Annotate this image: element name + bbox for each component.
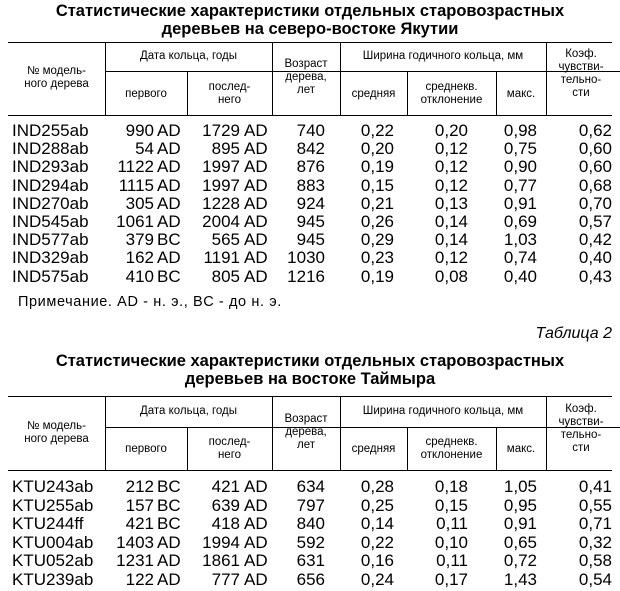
cell-mean: 0,16 (360, 551, 394, 571)
table2-header-last: послед- него (208, 436, 251, 461)
cell-first-era: BC (157, 495, 181, 515)
table2-header-mean: средняя (351, 443, 396, 455)
cell-tree-id: KTU004ab (12, 532, 94, 552)
cell-first-era: AD (157, 139, 181, 159)
cell-tree-id: KTU243ab (12, 477, 94, 496)
table1-header-max: макс. (506, 88, 536, 100)
cell-tree-id: IND270ab (12, 193, 89, 213)
cell-age: 876 (296, 157, 325, 177)
cell-std: 0,11 (436, 514, 468, 534)
cell-std: 0,11 (436, 551, 468, 571)
table-row (0, 140, 620, 158)
cell-std: 0,10 (434, 532, 468, 552)
cell-first-year: 162 (125, 248, 154, 268)
cell-sensitivity: 0,32 (578, 532, 612, 552)
cell-first-year: 421 (125, 514, 154, 534)
table2-header-sensitivity: Коэф. чувстви- тельно- сти (558, 403, 604, 454)
cell-age: 883 (296, 175, 325, 195)
cell-mean: 0,14 (360, 514, 394, 534)
cell-tree-id: IND329ab (12, 248, 89, 268)
cell-sensitivity: 0,68 (578, 175, 612, 195)
cell-sensitivity: 0,60 (578, 157, 612, 177)
cell-sensitivity: 0,70 (578, 193, 612, 213)
cell-mean: 0,26 (360, 212, 394, 231)
cell-age: 945 (296, 212, 325, 231)
table-row (0, 515, 620, 533)
cell-sensitivity: 0,55 (578, 495, 612, 515)
cell-sensitivity: 0,62 (578, 121, 612, 140)
cell-tree-id: KTU052ab (12, 551, 94, 571)
cell-mean: 0,22 (360, 121, 394, 140)
cell-tree-id: KTU239ab (12, 570, 94, 589)
cell-first-era: AD (157, 570, 181, 589)
cell-last-era: AD (244, 121, 268, 140)
cell-std: 0,12 (434, 175, 468, 195)
cell-last-year: 1729 (202, 121, 240, 140)
cell-mean: 0,20 (360, 139, 394, 159)
table2-header-model-tree: № модель- ного дерева (24, 420, 89, 445)
cell-mean: 0,28 (360, 477, 394, 496)
cell-std: 0,08 (434, 266, 468, 286)
cell-tree-id: IND294ab (12, 175, 89, 195)
cell-std: 0,12 (434, 139, 468, 159)
cell-last-era: AD (244, 157, 268, 177)
cell-max: 0,69 (503, 212, 537, 231)
table-row (0, 213, 620, 231)
cell-std: 0,17 (434, 570, 468, 589)
cell-mean: 0,23 (360, 248, 394, 268)
cell-sensitivity: 0,41 (578, 477, 612, 496)
cell-sensitivity: 0,58 (578, 551, 612, 571)
cell-first-year: 157 (125, 495, 154, 515)
table2-header-ring-width: Ширина годичного кольца, мм (362, 405, 524, 417)
cell-first-year: 1115 (118, 175, 154, 195)
cell-first-era: AD (157, 121, 181, 140)
table-row (0, 158, 620, 176)
table2-header-ring-dates: Дата кольца, годы (139, 405, 238, 417)
cell-last-year: 1861 (202, 551, 240, 571)
cell-std: 0,14 (434, 230, 468, 250)
cell-std: 0,12 (434, 157, 468, 177)
cell-first-era: AD (157, 551, 181, 571)
cell-sensitivity: 0,42 (578, 230, 612, 250)
cell-tree-id: IND545ab (12, 212, 89, 231)
cell-age: 924 (296, 193, 325, 213)
cell-last-era: AD (244, 212, 268, 231)
cell-max: 0,95 (503, 495, 537, 515)
cell-tree-id: IND255ab (12, 121, 89, 140)
cell-first-year: 212 (125, 477, 154, 496)
cell-sensitivity: 0,54 (578, 570, 612, 589)
cell-sensitivity: 0,57 (578, 212, 612, 231)
table1-top-rule (8, 42, 612, 43)
table1-header-model-tree: № модель- ного дерева (24, 65, 89, 90)
cell-first-year: 305 (125, 193, 154, 213)
cell-max: 0,77 (503, 175, 537, 195)
table1-header-mean: средняя (351, 88, 396, 100)
cell-std: 0,18 (434, 477, 468, 496)
cell-last-year: 1997 (202, 157, 240, 177)
table1-title-line1: Статистические характеристики отдельных старовозрастных (55, 2, 565, 20)
cell-last-year: 895 (211, 139, 240, 159)
cell-age: 945 (296, 230, 325, 250)
cell-mean: 0,19 (360, 157, 394, 177)
cell-age: 842 (296, 139, 325, 159)
table2-label: Таблица 2 (535, 325, 612, 342)
cell-age: 797 (296, 495, 325, 515)
table-row (0, 231, 620, 249)
cell-first-era: AD (157, 212, 181, 231)
cell-std: 0,14 (434, 212, 468, 231)
cell-age: 1030 (287, 248, 325, 268)
cell-last-era: AD (244, 495, 268, 515)
table1-header-ring-width: Ширина годичного кольца, мм (362, 50, 524, 62)
cell-max: 0,74 (503, 248, 537, 268)
cell-last-year: 1994 (202, 532, 240, 552)
cell-first-year: 990 (125, 121, 154, 140)
cell-tree-id: IND293ab (12, 157, 89, 177)
cell-last-year: 2004 (202, 212, 240, 231)
cell-last-year: 1228 (202, 193, 240, 213)
cell-max: 0,40 (503, 266, 537, 286)
cell-last-era: AD (244, 175, 268, 195)
cell-max: 0,75 (503, 139, 537, 159)
cell-tree-id: IND288ab (12, 139, 89, 159)
cell-mean: 0,22 (360, 532, 394, 552)
cell-last-year: 639 (211, 495, 240, 515)
cell-last-era: AD (244, 477, 268, 496)
table2-title-line1: Статистические характеристики отдельных старовозрастных (55, 352, 565, 370)
cell-last-year: 1997 (202, 175, 240, 195)
cell-mean: 0,21 (360, 193, 394, 213)
cell-tree-id: KTU255ab (12, 495, 94, 515)
table-row (0, 552, 620, 570)
table2-title-line2: деревьев на востоке Таймыра (184, 370, 436, 388)
table-row (0, 268, 620, 286)
cell-max: 0,72 (503, 551, 537, 571)
cell-age: 592 (296, 532, 325, 552)
cell-mean: 0,15 (360, 175, 394, 195)
cell-age: 740 (296, 121, 325, 140)
cell-mean: 0,19 (360, 266, 394, 286)
cell-first-era: BC (157, 230, 181, 250)
cell-last-era: AD (244, 139, 268, 159)
table1-header-sensitivity: Коэф. чувстви- тельно- сти (558, 48, 604, 99)
table1-header-std: среднекв. отклонение (420, 81, 483, 106)
cell-max: 1,05 (503, 477, 537, 496)
cell-max: 1,43 (503, 570, 537, 589)
table1-header-bottom-rule (8, 115, 612, 116)
table-note: Примечание. AD - н. э., BC - до н. э. (18, 294, 282, 310)
table-row (0, 249, 620, 267)
table1-header-age: Возраст дерева, лет (284, 58, 328, 96)
cell-sensitivity: 0,40 (578, 248, 612, 268)
cell-last-era: AD (244, 248, 268, 268)
table1-header-first: первого (125, 88, 167, 100)
cell-sensitivity: 0,43 (578, 266, 612, 286)
table-row (0, 122, 620, 140)
cell-first-era: AD (157, 157, 181, 177)
table2-header-age: Возраст дерева, лет (284, 413, 328, 451)
cell-tree-id: IND577ab (12, 230, 89, 250)
cell-age: 656 (296, 570, 325, 589)
cell-first-year: 122 (125, 570, 154, 589)
cell-first-year: 410 (125, 266, 154, 286)
cell-mean: 0,25 (360, 495, 394, 515)
cell-last-year: 1191 (203, 248, 240, 268)
cell-last-year: 421 (211, 477, 240, 496)
cell-max: 0,65 (503, 532, 537, 552)
cell-max: 0,90 (503, 157, 537, 177)
cell-first-era: BC (157, 514, 181, 534)
table-row (0, 497, 620, 515)
cell-sensitivity: 0,60 (578, 139, 612, 159)
table-row (0, 571, 620, 589)
table1-subheader-rule (105, 71, 620, 72)
cell-last-era: AD (244, 514, 268, 534)
cell-max: 1,03 (503, 230, 537, 250)
cell-max: 0,98 (503, 121, 537, 140)
table-row (0, 195, 620, 213)
cell-first-year: 1231 (116, 551, 154, 571)
cell-last-era: AD (244, 193, 268, 213)
table1-header-last: послед- него (208, 81, 251, 106)
cell-age: 840 (296, 514, 325, 534)
table-row (0, 177, 620, 195)
cell-last-year: 565 (211, 230, 240, 250)
cell-last-year: 418 (211, 514, 240, 534)
cell-std: 0,13 (434, 193, 468, 213)
cell-age: 634 (296, 477, 325, 496)
cell-last-era: AD (244, 551, 268, 571)
table1-title-line2: деревьев на северо-востоке Якутии (161, 20, 459, 38)
cell-first-era: BC (157, 266, 181, 286)
cell-last-era: AD (244, 230, 268, 250)
cell-first-era: AD (157, 175, 181, 195)
cell-first-year: 1061 (116, 212, 154, 231)
table2-top-rule (8, 396, 612, 397)
cell-max: 0,91 (503, 193, 537, 213)
table-row (0, 478, 620, 496)
cell-std: 0,12 (434, 248, 468, 268)
cell-mean: 0,24 (360, 570, 394, 589)
cell-last-year: 805 (211, 266, 240, 286)
cell-max: 0,91 (503, 514, 537, 534)
cell-first-year: 1403 (116, 532, 154, 552)
cell-age: 1216 (287, 266, 325, 286)
table2-header-std: среднекв. отклонение (420, 436, 483, 461)
table1-header-ring-dates: Дата кольца, годы (139, 50, 238, 62)
cell-std: 0,15 (434, 495, 468, 515)
cell-first-year: 54 (135, 139, 154, 159)
cell-sensitivity: 0,71 (578, 514, 612, 534)
cell-first-year: 379 (125, 230, 154, 250)
cell-tree-id: IND575ab (12, 266, 89, 286)
cell-age: 631 (296, 551, 325, 571)
table2-subheader-rule (105, 427, 620, 428)
table2-header-max: макс. (506, 443, 536, 455)
cell-first-year: 1122 (117, 157, 154, 177)
cell-first-era: AD (157, 532, 181, 552)
cell-first-era: BC (157, 477, 181, 496)
cell-last-era: AD (244, 266, 268, 286)
cell-first-era: AD (157, 193, 181, 213)
cell-first-era: AD (157, 248, 181, 268)
cell-last-era: AD (244, 570, 268, 589)
table-row (0, 534, 620, 552)
cell-last-era: AD (244, 532, 268, 552)
cell-std: 0,20 (434, 121, 468, 140)
cell-mean: 0,29 (360, 230, 394, 250)
table2-header-first: первого (125, 443, 167, 455)
table2-header-bottom-rule (8, 470, 612, 471)
cell-tree-id: KTU244ff (12, 514, 84, 534)
cell-last-year: 777 (211, 570, 240, 589)
